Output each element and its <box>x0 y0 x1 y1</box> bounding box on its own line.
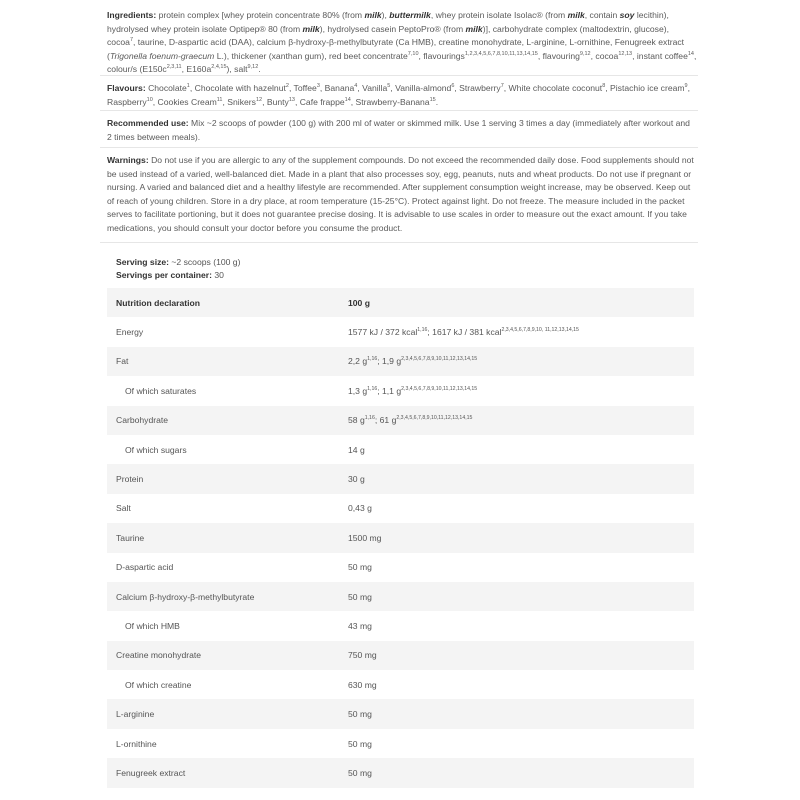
recommended-use-label: Recommended use: <box>107 118 189 128</box>
table-row <box>107 435 694 464</box>
footnote-ref: 2,3,4,5,6,7,8,9,10, 11,12,13,14,15 <box>501 327 579 334</box>
value-part: 2,2 g <box>348 356 368 367</box>
nutrient-value: 14 g <box>348 444 365 455</box>
allergen-milk: milk <box>465 23 483 34</box>
ingredients-text: ), <box>381 10 390 20</box>
flavour-name: , Bunty <box>262 96 289 107</box>
footnote-ref: 2,4,15 <box>211 64 227 70</box>
allergen-milk: milk <box>302 23 320 34</box>
table-row <box>107 317 694 346</box>
ingredients-text: L.), thickener (xanthan gum), red beet concentrate <box>214 50 408 61</box>
nutrient-value: 50 mg <box>348 738 372 749</box>
ingredients-text: , colour/s (E150c <box>107 50 697 74</box>
flavour-name: , Strawberry-Banana <box>350 96 430 107</box>
flavour-name: , Cookies Cream <box>152 96 217 107</box>
nutrient-name: Salt <box>116 503 131 514</box>
nutrient-value: 50 mg <box>348 562 372 573</box>
nutrient-name: L-ornithine <box>116 738 157 749</box>
table-row <box>107 347 694 376</box>
table-row <box>107 641 694 670</box>
flavour-name: , Chocolate with hazelnut <box>189 83 286 93</box>
ingredients-text: ), salt <box>226 64 248 74</box>
recommended-use-text: Mix ~2 scoops of powder (100 g) with 200 ml of water or skimmed milk. Use 1 serving 3 times a day (immediately after workout and 2 times between meals). <box>107 118 690 142</box>
ingredients-text: . <box>258 64 261 74</box>
footnote-ref: 8 <box>602 83 606 89</box>
column-header-nutrient: Nutrition declaration <box>116 297 201 308</box>
ingredients-text: )], carbohydrate complex (maltodextrin, glucose), cocoa <box>107 23 669 47</box>
ingredients-text: , contain <box>584 10 620 20</box>
flavour-name: Chocolate <box>145 83 187 93</box>
nutrient-value: 0,43 g <box>348 503 372 514</box>
footnote-ref: 1,16 <box>367 385 378 392</box>
nutrient-name: Of which creatine <box>125 679 192 690</box>
serving-info <box>116 256 240 281</box>
divider <box>100 110 698 111</box>
table-row <box>107 494 694 523</box>
value-part: ; 1,1 g <box>377 385 402 396</box>
table-row <box>107 523 694 552</box>
table-row <box>107 611 694 640</box>
ingredients-text: , flavouring <box>537 50 580 61</box>
footnote-ref: 12 <box>255 96 263 103</box>
footnote-ref: 3 <box>316 83 320 89</box>
serving-size-label: Serving size: <box>116 257 170 267</box>
nutrition-table <box>107 288 694 788</box>
flavour-name: , Strawberry <box>454 83 501 93</box>
flavour-name: , Banana <box>319 83 355 93</box>
nutrient-value: 50 mg <box>348 709 372 720</box>
footnote-ref: 1,2,3,4,5,6,7,8,10,11,13,14,15 <box>464 50 538 57</box>
nutrient-value <box>348 356 694 366</box>
flavours-paragraph <box>107 82 697 109</box>
table-row <box>107 670 694 699</box>
value-part: 1,3 g <box>348 385 368 396</box>
allergen-soy: soy <box>619 10 635 20</box>
ingredients-text: , instant coffee <box>632 50 688 61</box>
servings-per-container-value: 30 <box>212 269 224 280</box>
value-part: 58 g <box>348 415 365 426</box>
servings-per-container-label: Servings per container: <box>116 269 212 280</box>
value-part: 1577 kJ / 372 kcal <box>348 327 418 338</box>
nutrient-name: D-aspartic acid <box>116 562 174 573</box>
nutrient-name: Of which saturates <box>125 385 197 396</box>
value-part: ; 61 g <box>374 415 397 426</box>
flavour-name: , White chocolate coconut <box>503 83 603 93</box>
warnings-text: Do not use if you are allergic to any of the supplement compounds. Do not exceed the recommended daily dose. Food supplements should not be used instead of a varied, well-balanced diet. Made in a plant that also processes soy, egg, peanuts, nuts and wheat products. Do not use if pregnant or nursing. A varied and balanced diet and a healthy lifestyle are recommended. After supplement consumption weight increase, may be observed. Keep out of reach of young children. Store in a dry place, at room temperature (15-25°C). Protect against light. Do not freeze. The measure included in the packet serves to facilitate portioning, but it does not guarantee precise dosing. It is advisable to use scales in order to measure out the exact amount. If you take medications, you should consult your doctor before you consume the product. <box>107 155 694 233</box>
table-row <box>107 729 694 758</box>
nutrient-name: Fenugreek extract <box>116 767 186 778</box>
nutrient-value: 50 mg <box>348 591 372 602</box>
ingredients-label: Ingredients: <box>107 10 157 20</box>
nutrient-name: Carbohydrate <box>116 415 169 426</box>
table-row <box>107 582 694 611</box>
footnote-ref: 1,16 <box>364 415 375 422</box>
ingredients-text: protein complex [whey protein concentrate 80% (from <box>156 10 365 20</box>
nutrient-name: Energy <box>116 327 144 338</box>
flavour-name: , Vanilla-almond <box>390 83 452 93</box>
allergen-buttermilk: buttermilk <box>389 10 431 20</box>
footnote-ref: 2 <box>285 83 289 89</box>
footnote-ref: 2,3,4,5,6,7,8,9,10,11,12,13,14,15 <box>401 356 478 363</box>
table-header-row <box>107 288 694 317</box>
value-part: ; 1617 kJ / 381 kcal <box>427 327 502 338</box>
nutrient-name: Protein <box>116 474 144 485</box>
nutrient-value <box>348 386 694 396</box>
allergen-milk: milk <box>567 10 585 20</box>
footnote-ref: 9,12 <box>247 64 259 70</box>
ingredients-text: ), hydrolysed casein PeptoPro® (from <box>319 23 466 34</box>
nutrient-value <box>348 327 694 337</box>
flavour-name: , Toffee <box>288 83 317 93</box>
value-part: ; 1,9 g <box>377 356 402 367</box>
footnote-ref: 5 <box>387 83 391 89</box>
ingredients-paragraph <box>107 9 697 77</box>
nutrient-value <box>348 415 694 425</box>
nutrient-value: 630 mg <box>348 679 377 690</box>
footnote-ref: 9 <box>684 83 688 89</box>
flavour-name: , Raspberry <box>107 83 690 107</box>
nutrient-name: Calcium β-hydroxy-β-methylbutyrate <box>116 591 255 602</box>
table-row <box>107 406 694 435</box>
table-row <box>107 464 694 493</box>
footnote-ref: 1 <box>186 83 190 89</box>
ingredients-text: , cocoa <box>590 50 619 61</box>
recommended-use-paragraph <box>107 117 697 144</box>
footnote-ref: 13 <box>288 96 295 103</box>
footnote-ref: 7,10 <box>407 50 419 57</box>
ingredients-text: lecithin), hydrolysed whey protein isolate Optipep® 80 (from <box>107 10 669 34</box>
ingredients-text: , taurine, D-aspartic acid (DAA), calcium β-hydroxy-β-methylbutyrate (Ca HMB), creatine monohydrate, L-arginine, L-ornithine, Fenugreek extract ( <box>107 37 685 61</box>
nutrient-name: Creatine monohydrate <box>116 650 202 661</box>
footnote-ref: 1,16 <box>417 327 428 334</box>
footnote-ref: 6 <box>451 83 455 89</box>
table-row <box>107 553 694 582</box>
footnote-ref: 2,3,4,5,6,7,8,9,10,11,12,13,14,15 <box>401 385 478 392</box>
ingredients-text: , E160a <box>181 64 212 74</box>
nutrient-value: 750 mg <box>348 650 377 661</box>
nutrient-value: 43 mg <box>348 620 372 631</box>
footnote-ref: 1,16 <box>367 356 378 363</box>
footnote-ref: 7 <box>500 83 504 89</box>
nutrient-name: Of which sugars <box>125 444 187 455</box>
latin-name: Trigonella foenum-graecum <box>109 50 215 61</box>
divider <box>100 242 698 243</box>
nutrient-name: Taurine <box>116 532 145 543</box>
flavour-name: , Snikers <box>222 96 256 107</box>
footnote-ref: 2,3,4,5,6,7,8,9,10,11,12,13,14,15 <box>396 415 473 422</box>
footnote-ref: 14 <box>344 96 351 103</box>
flavours-label: Flavours: <box>107 83 146 93</box>
ingredients-text: , flavourings <box>418 50 465 61</box>
footnote-ref: 10 <box>146 96 153 103</box>
nutrient-value: 30 g <box>348 474 365 485</box>
footnote-ref: 11 <box>216 96 223 103</box>
footnote-ref: 7 <box>129 37 133 43</box>
nutrient-value: 50 mg <box>348 767 372 778</box>
footnote-ref: 2,3,11 <box>166 64 182 70</box>
footnote-ref: 4 <box>354 83 358 89</box>
table-row <box>107 699 694 728</box>
footnote-ref: 14 <box>687 50 694 57</box>
ingredients-text: , whey protein isolate Isolac® (from <box>430 10 568 20</box>
flavour-name: , Pistachio ice cream <box>605 83 685 93</box>
flavour-name: , Vanilla <box>357 83 388 93</box>
flavour-name: . <box>435 96 439 107</box>
warnings-paragraph <box>107 154 697 235</box>
nutrient-value: 1500 mg <box>348 532 382 543</box>
allergen-milk: milk <box>364 10 382 20</box>
serving-size-value: ~2 scoops (100 g) <box>169 257 241 267</box>
footnote-ref: 15 <box>429 96 436 103</box>
table-row <box>107 758 694 787</box>
flavour-name: , Cafe frappe <box>294 96 345 107</box>
nutrient-name: Of which HMB <box>125 620 180 631</box>
divider <box>100 75 698 76</box>
column-header-amount: 100 g <box>348 297 370 308</box>
table-row <box>107 376 694 405</box>
footnote-ref: 12,13 <box>618 50 633 57</box>
nutrient-name: Fat <box>116 356 129 367</box>
divider <box>100 147 698 148</box>
warnings-label: Warnings: <box>107 155 149 165</box>
footnote-ref: 9,12 <box>579 50 591 57</box>
nutrient-name: L-arginine <box>116 709 155 720</box>
